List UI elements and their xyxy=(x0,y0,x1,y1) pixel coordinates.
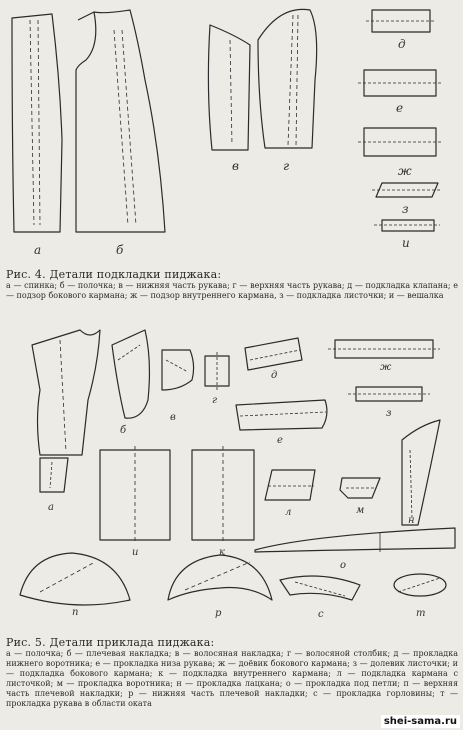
fig5-buttonhole-stay xyxy=(255,528,455,552)
fig4-label-g: г xyxy=(283,159,290,173)
fig4-label-d: д xyxy=(398,37,406,51)
fig5-sleevehead-interlining xyxy=(394,574,446,596)
fig4-back-piece xyxy=(12,14,62,232)
fig5-lower-shoulder-pad xyxy=(168,555,272,600)
fig5-label-zh: ж xyxy=(380,362,392,373)
fig4-title: Рис. 4. Детали подкладки пиджака: xyxy=(6,268,222,281)
fig5-haircloth-piece xyxy=(162,350,194,390)
fig5-welt-stay xyxy=(348,387,430,401)
fig5-label-z: з xyxy=(386,408,392,419)
fig5-label-l: л xyxy=(285,507,292,518)
fig4-legend: а — спинка; б — полочка; в — нижняя часть рукава; г — верхняя часть рукава; д — подкладка клапана; е — подзор бокового кармана; ж — подзор внутреннего кармана, з — подкладка листочки; и — вешалка xyxy=(6,281,458,300)
fig5-welt-pocket-lining xyxy=(265,470,315,500)
fig5-legend: а — полочка; б — плечевая накладка; в — волосяная накладка; г — волосяной столбик; д — прокладка нижнего воротника; е — прокладка низа рукава; ж — доёвик бокового кармана; з — долевик листочки; и — подкладка бокового кармана; к — подкладка внутреннего кармана; л — подкладка кармана с листочкой; м — прокладка воротника; н — прокладка лацкана; о — прокладка под петли; п — верхняя часть плечевой накладки; р — нижняя часть плечевой накладки; с — прокладка горловины; т — прокладка рукава в области оката xyxy=(6,649,458,708)
fig5-side-pocket-lining xyxy=(100,446,170,544)
fig5-label-t: т xyxy=(416,608,426,619)
fig5-shoulder-pad-piece xyxy=(112,330,149,418)
fig5-label-e: е xyxy=(277,435,283,446)
fig4-caption xyxy=(6,268,458,301)
fig5-lapel-interlining xyxy=(402,420,440,525)
fig4-label-z: з xyxy=(402,202,409,216)
fig5-title: Рис. 5. Детали приклада пиджака: xyxy=(6,636,215,649)
fig5-label-m: м xyxy=(356,505,365,516)
fig5-label-p: п xyxy=(72,607,79,618)
fig5-label-g: г xyxy=(212,395,218,406)
fig4-inner-pocket-facing xyxy=(358,128,442,156)
fig5-label-d: д xyxy=(271,370,278,381)
fig5-neckline-interlining xyxy=(280,576,360,600)
fig5-side-pocket-stay xyxy=(328,340,440,358)
fig5-collar-interlining xyxy=(340,478,380,498)
fig5-label-r: р xyxy=(215,608,222,619)
fig5-upper-shoulder-pad xyxy=(20,553,130,605)
fig4-label-e: е xyxy=(396,101,404,115)
fig5-label-k: к xyxy=(219,547,225,558)
fig4-welt-lining xyxy=(372,183,442,197)
fig4-hanger-loop xyxy=(374,220,440,231)
fig5-label-n: н xyxy=(408,515,415,526)
fig5-inner-pocket-lining xyxy=(192,446,254,544)
fig4-front-piece xyxy=(76,10,165,232)
fig5-undercollar-interlining xyxy=(245,338,302,370)
fig5-sleeve-hem-interlining xyxy=(236,400,327,430)
fig4-label-a: а xyxy=(34,243,42,257)
fig4-label-b: б xyxy=(116,243,124,257)
fig5-label-i: и xyxy=(132,547,139,558)
fig5-label-b: б xyxy=(120,425,127,436)
fig5-label-v: в xyxy=(170,412,176,423)
fig4-undersleeve xyxy=(208,25,250,150)
fig5-haircloth-strip xyxy=(205,352,229,390)
fig4-flap-lining xyxy=(366,10,436,32)
fig4-topsleeve xyxy=(258,9,317,148)
fig5-caption xyxy=(6,636,458,709)
fig4-label-i: и xyxy=(402,236,410,250)
watermark: shei-sama.ru xyxy=(381,715,460,728)
fig4-label-zh: ж xyxy=(398,164,412,178)
fig5-label-o: о xyxy=(340,560,347,571)
fig5-label-a: а xyxy=(48,502,54,513)
fig5-label-s: с xyxy=(318,609,324,620)
fig5-front-interlining xyxy=(32,330,100,492)
fig4-side-pocket-facing xyxy=(358,70,442,96)
fig4-label-v: в xyxy=(232,159,239,173)
